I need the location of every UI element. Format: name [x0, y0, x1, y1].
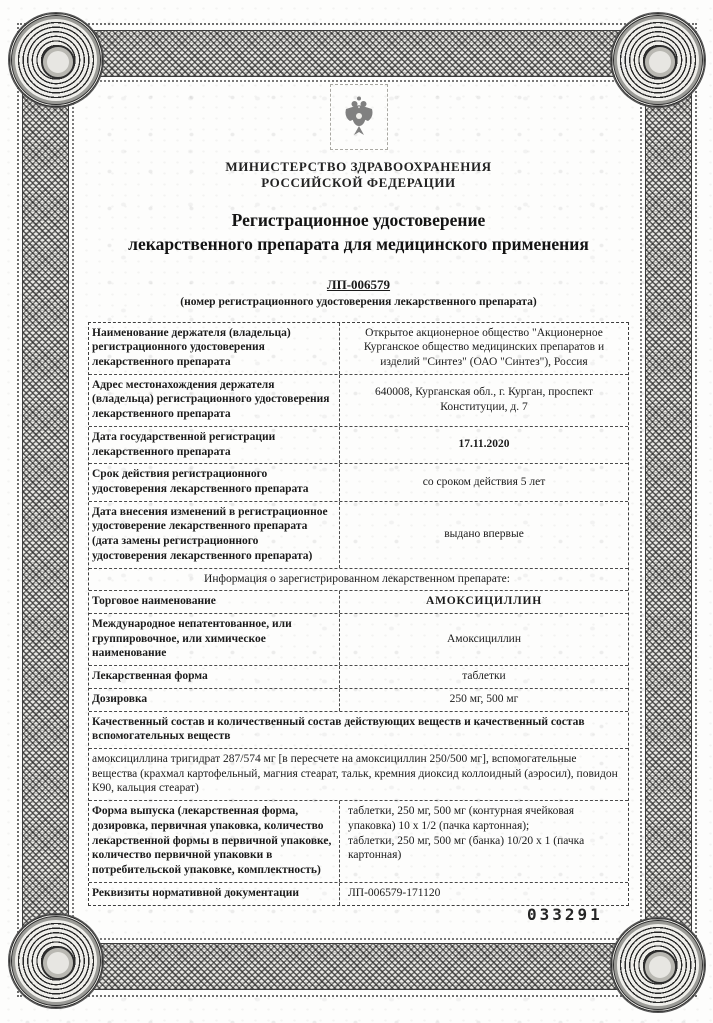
table-row-dosage	[89, 688, 628, 711]
frame-band-left	[22, 30, 69, 990]
amendments-value: выдано впервые	[339, 502, 628, 568]
title-line1: Регистрационное удостоверение	[231, 209, 486, 230]
ministry-line1: МИНИСТЕРСТВО ЗДРАВООХРАНЕНИЯ	[225, 159, 492, 174]
table-row-amendments	[89, 501, 628, 568]
inn-label: Международное непатентованное, или группировочное, или химическое наименование	[92, 618, 292, 660]
dosage-value: 250 мг, 500 мг	[339, 689, 628, 711]
release-form-label: Форма выпуска (лекарственная форма, дозировка, первичная упаковка, количество лекарственной формы в первичной упаковке, количество первичной упаковки в потребительской упаковке, комплектность)	[92, 805, 332, 877]
validity-value: со сроком действия 5 лет	[339, 464, 628, 500]
table-row-composition-text	[89, 748, 628, 800]
coat-of-arms-icon	[342, 95, 376, 139]
inn-value: Амоксициллин	[339, 614, 628, 665]
frame-band-right	[645, 30, 692, 990]
holder-value: Открытое акционерное общество "Акционерное Курганское общество медицинских препаратов и изделий "Синтез" (ОАО "Синтез"), Россия	[339, 323, 628, 374]
release-form-value-line2: таблетки, 250 мг, 500 мг (банка) 10/20 х 1 (пачка картонная)	[348, 834, 585, 862]
table-row-info-section	[89, 568, 628, 591]
address-value: 640008, Курганская обл., г. Курган, проспект Конституции, д. 7	[339, 375, 628, 426]
frame-band-top	[22, 30, 692, 77]
table-row-trade-name	[89, 590, 628, 613]
registration-date-label: Дата государственной регистрации лекарственного препарата	[92, 430, 276, 458]
table-row-holder	[89, 323, 628, 374]
corner-rosette-icon	[611, 918, 705, 1012]
registration-number-caption: (номер регистрационного удостоверения лекарственного препарата)	[180, 295, 537, 308]
dosage-form-label: Лекарственная форма	[92, 670, 208, 683]
composition-text: амоксициллина тригидрат 287/574 мг [в пересчете на амоксициллин 250/500 мг], вспомогательные вещества (крахмал картофельный, магния стеарат, тальк, кремния диоксид коллоидный (аэросил), повидон К90, кальция стеарат)	[92, 753, 618, 795]
table-row-release-form	[89, 800, 628, 882]
requisites-value: ЛП-006579-171120	[339, 883, 628, 905]
trade-name-label: Торговое наименование	[92, 595, 216, 608]
validity-label: Срок действия регистрационного удостоверения лекарственного препарата	[92, 468, 309, 495]
address-label: Адрес местонахождения держателя (владельца) регистрационного удостоверения лекарственного препарата	[92, 378, 330, 421]
holder-label: Наименование держателя (владельца) регистрационного удостоверения лекарственного препарата	[92, 326, 291, 368]
certificate-table	[88, 322, 629, 906]
requisites-label: Реквизиты нормативной документации	[92, 886, 299, 899]
ministry-line2: РОССИЙСКОЙ ФЕДЕРАЦИИ	[261, 175, 456, 191]
certificate-content	[88, 80, 629, 906]
table-row-dosage-form	[89, 665, 628, 688]
table-row-composition-header	[89, 711, 628, 748]
registration-date-value: 17.11.2020	[339, 427, 628, 463]
table-row-inn	[89, 613, 628, 665]
amendments-label: Дата внесения изменений в регистрационное удостоверение лекарственного препарата (дата замены регистрационного удостоверения лекарственного препарата)	[92, 505, 328, 562]
release-form-value-line1: таблетки, 250 мг, 500 мг (контурная ячейковая упаковка) 10 х 1/2 (пачка картонная);	[348, 805, 575, 832]
release-form-value	[339, 801, 628, 882]
table-row-registration-date	[89, 426, 628, 463]
emblem-box	[330, 84, 388, 150]
frame-band-bottom	[22, 943, 692, 990]
info-section-heading: Информация о зарегистрированном лекарственном препарате:	[204, 572, 510, 585]
trade-name-value: АМОКСИЦИЛЛИН	[339, 591, 628, 613]
composition-header: Качественный состав и количественный состав действующих веществ и качественный состав вспомогательных веществ	[92, 715, 585, 743]
form-serial-number: 033291	[527, 905, 603, 924]
table-row-requisites	[89, 882, 628, 905]
table-row-validity	[89, 463, 628, 500]
ministry-heading	[88, 159, 629, 192]
dosage-form-value: таблетки	[339, 666, 628, 688]
certificate-title	[88, 208, 629, 257]
dosage-label: Дозировка	[92, 692, 148, 705]
corner-rosette-icon	[9, 914, 103, 1008]
title-line2: лекарственного препарата для медицинского применения	[128, 234, 589, 254]
registration-number: ЛП-006579	[326, 276, 391, 292]
table-row-address	[89, 374, 628, 426]
